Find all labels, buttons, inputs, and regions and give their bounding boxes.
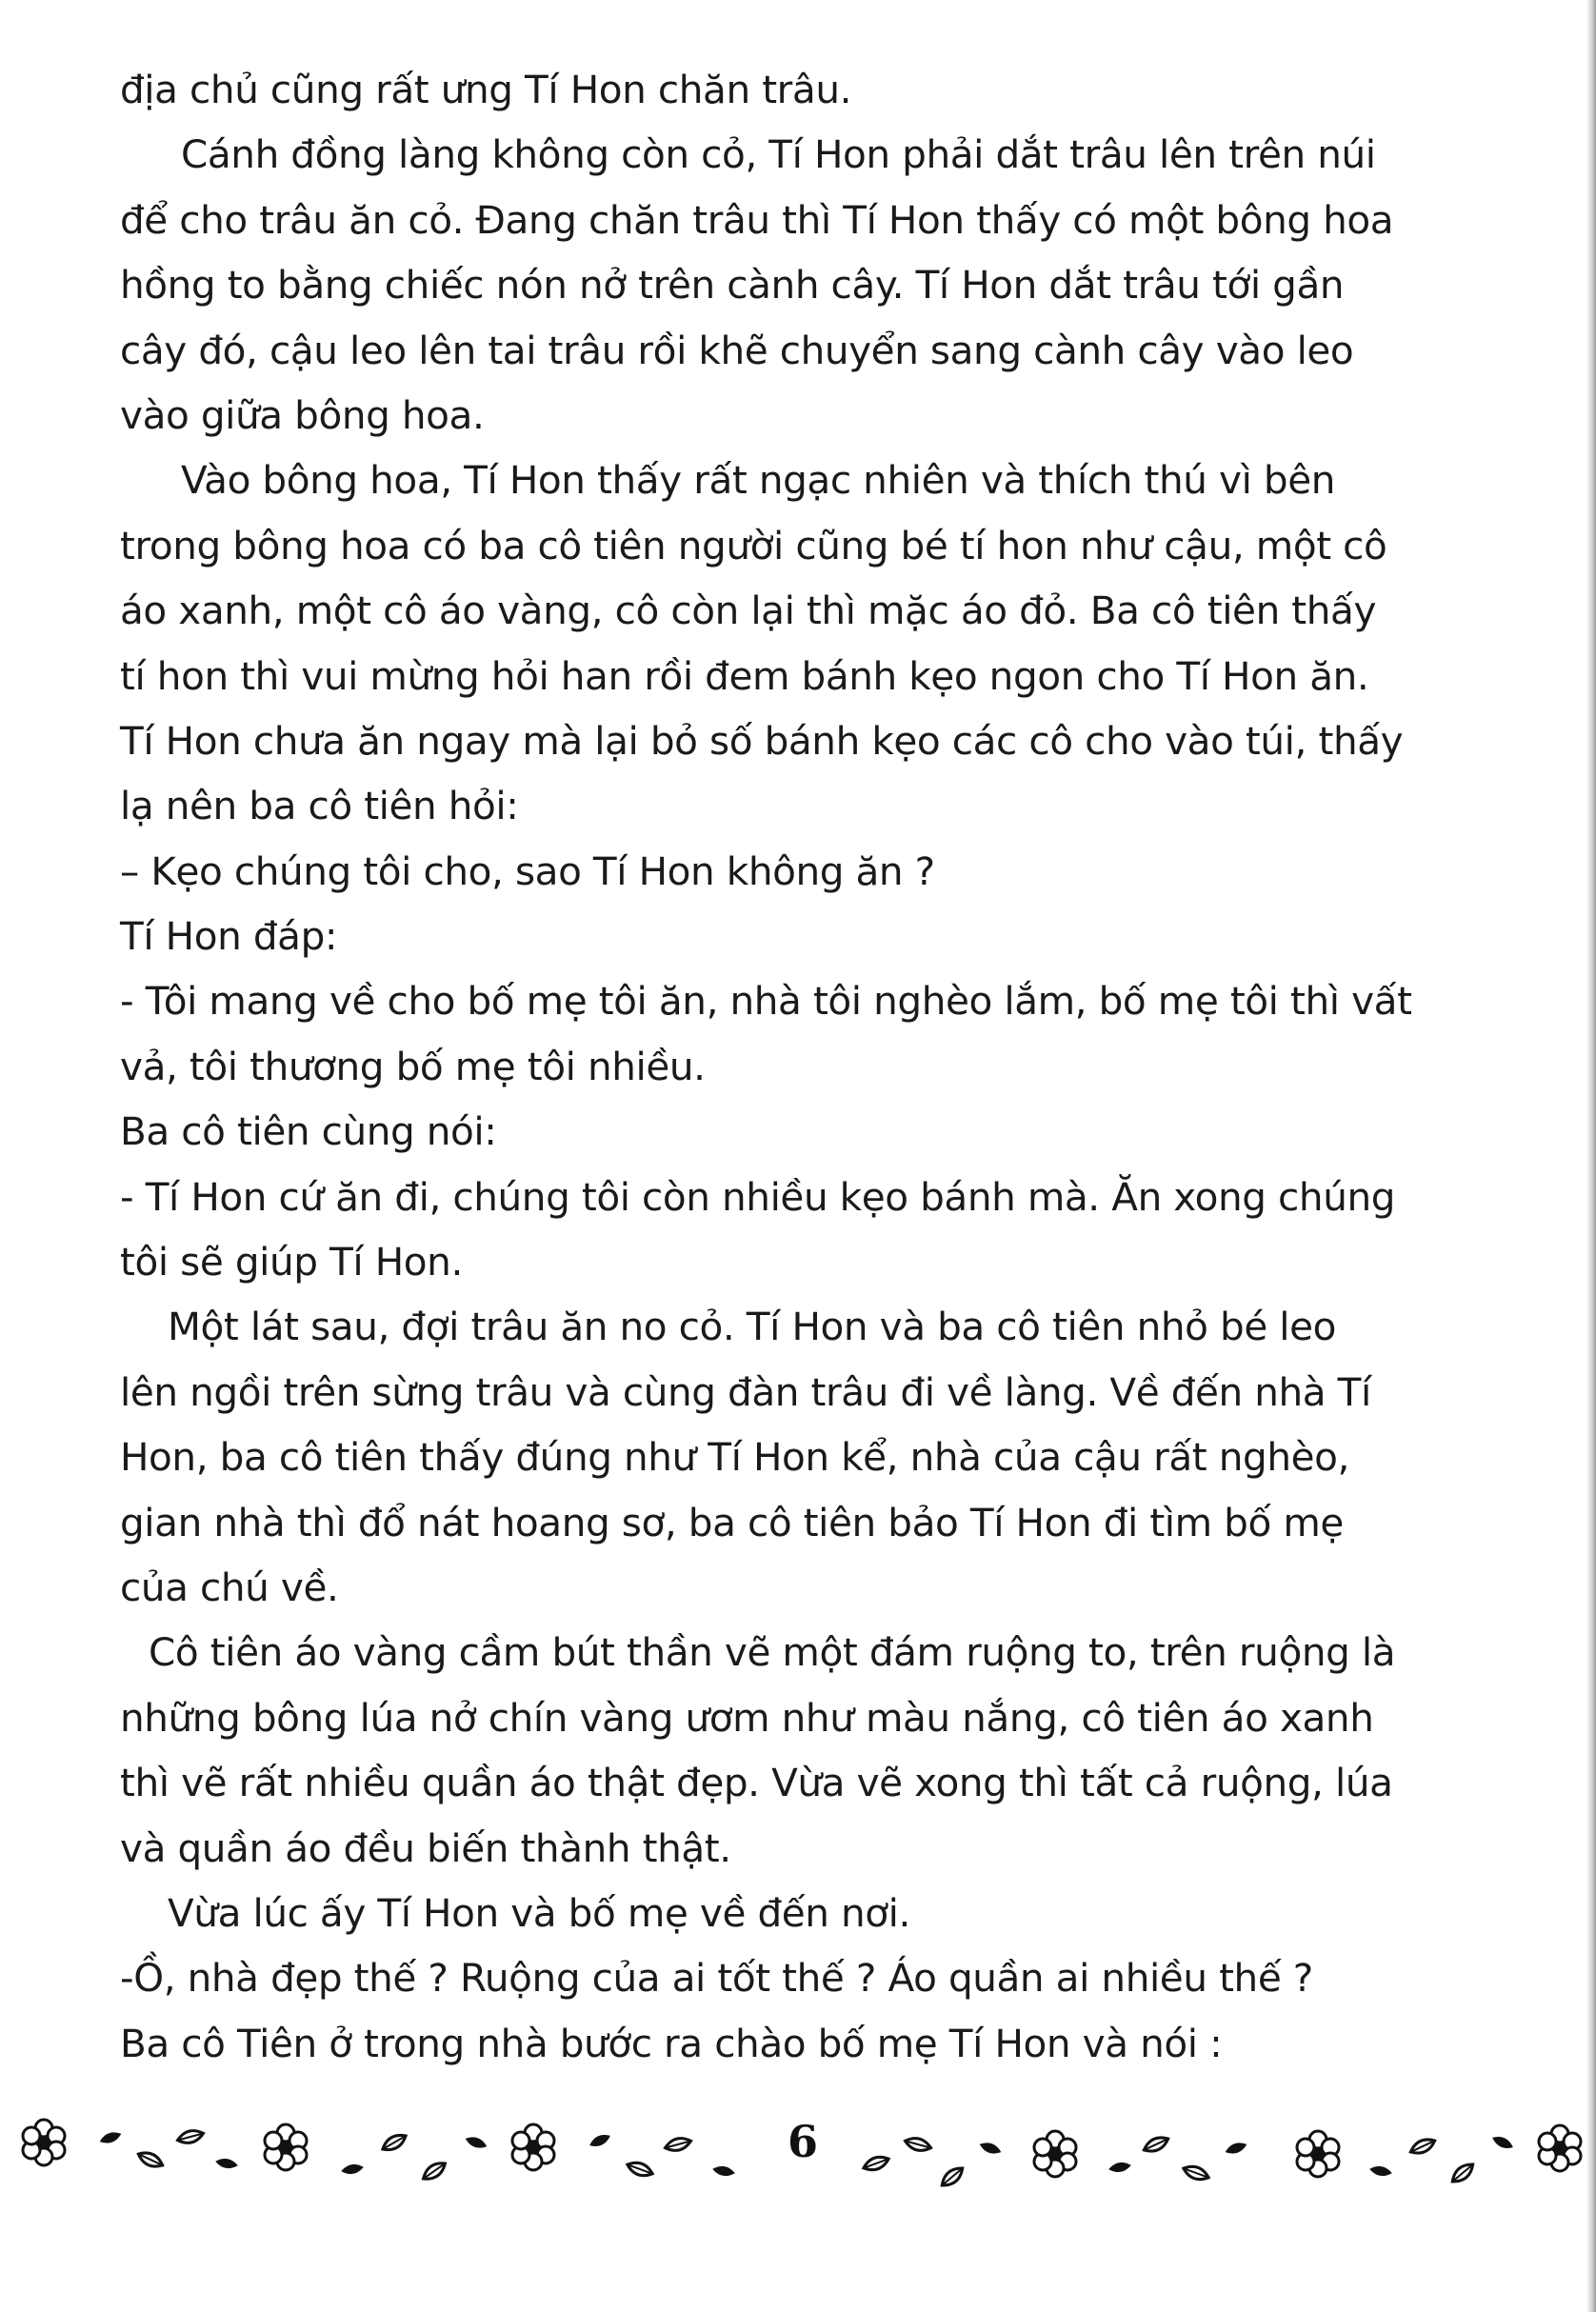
text-line: thì vẽ rất nhiều quần áo thật đẹp. Vừa vẽ xong thì tất cả ruộng, lúa xyxy=(120,1760,1393,1806)
text-line: lên ngồi trên sừng trâu và cùng đàn trâu đi về làng. Về đến nhà Tí xyxy=(120,1368,1371,1415)
text-line: Vừa lúc ấy Tí Hon và bố mẹ về đến nơi. xyxy=(168,1889,910,1936)
page-edge-shadow xyxy=(1586,0,1596,2312)
text-line: và quần áo đều biến thành thật. xyxy=(120,1824,731,1871)
text-line: - Tôi mang về cho bố mẹ tôi ăn, nhà tôi nghèo lắm, bố mẹ tôi thì vất xyxy=(120,978,1412,1025)
text-line: Một lát sau, đợi trâu ăn no cỏ. Tí Hon và ba cô tiên nhỏ bé leo xyxy=(168,1304,1337,1350)
text-line: của chú về. xyxy=(120,1564,339,1610)
text-line: Ba cô tiên cùng nói: xyxy=(120,1108,497,1155)
text-line: để cho trâu ăn cỏ. Đang chăn trâu thì Tí Hon thấy có một bông hoa xyxy=(120,196,1394,243)
text-line: Tí Hon chưa ăn ngay mà lại bỏ số bánh kẹo các cô cho vào túi, thấy xyxy=(120,717,1404,764)
text-line: – Kẹo chúng tôi cho, sao Tí Hon không ăn ? xyxy=(120,847,935,894)
text-line: tí hon thì vui mừng hỏi han rồi đem bánh kẹo ngon cho Tí Hon ăn. xyxy=(120,652,1369,699)
text-line: trong bông hoa có ba cô tiên người cũng bé tí hon như cậu, một cô xyxy=(120,522,1387,568)
text-line: tôi sẽ giúp Tí Hon. xyxy=(120,1239,463,1286)
text-line: cây đó, cậu leo lên tai trâu rồi khẽ chuyển sang cành cây vào leo xyxy=(120,327,1354,373)
text-line: Hon, ba cô tiên thấy đúng như Tí Hon kể, nhà của cậu rất nghèo, xyxy=(120,1434,1349,1481)
text-line: lạ nên ba cô tiên hỏi: xyxy=(120,783,519,829)
text-line: Vào bông hoa, Tí Hon thấy rất ngạc nhiên và thích thú vì bên xyxy=(181,457,1335,504)
text-line: áo xanh, một cô áo vàng, cô còn lại thì mặc áo đỏ. Ba cô tiên thấy xyxy=(120,588,1377,634)
text-line: những bông lúa nở chín vàng ươm như màu nắng, cô tiên áo xanh xyxy=(120,1694,1374,1741)
text-line: địa chủ cũng rất ưng Tí Hon chăn trâu. xyxy=(120,67,852,112)
page-number: 6 xyxy=(787,2116,818,2167)
text-line: Tí Hon đáp: xyxy=(120,913,338,960)
text-line: -Ồ, nhà đẹp thế ? Ruộng của ai tốt thế ? Áo quần ai nhiều thế ? xyxy=(120,1955,1313,2002)
text-line: vào giữa bông hoa. xyxy=(120,391,485,438)
text-line: - Tí Hon cứ ăn đi, chúng tôi còn nhiều kẹo bánh mà. Ăn xong chúng xyxy=(120,1173,1396,1220)
text-line: vả, tôi thương bố mẹ tôi nhiều. xyxy=(120,1043,706,1089)
text-line: hồng to bằng chiếc nón nở trên cành cây. Tí Hon dắt trâu tới gần xyxy=(120,262,1345,309)
text-line: Cánh đồng làng không còn cỏ, Tí Hon phải dắt trâu lên trên núi xyxy=(181,131,1376,178)
text-line: Cô tiên áo vàng cầm bút thần vẽ một đám ruộng to, trên ruộng là xyxy=(149,1629,1396,1676)
story-text xyxy=(120,57,1529,2076)
text-line: gian nhà thì đổ nát hoang sơ, ba cô tiên bảo Tí Hon đi tìm bố mẹ xyxy=(120,1499,1344,1545)
text-line: Ba cô Tiên ở trong nhà bước ra chào bố mẹ Tí Hon và nói : xyxy=(120,2020,1223,2066)
